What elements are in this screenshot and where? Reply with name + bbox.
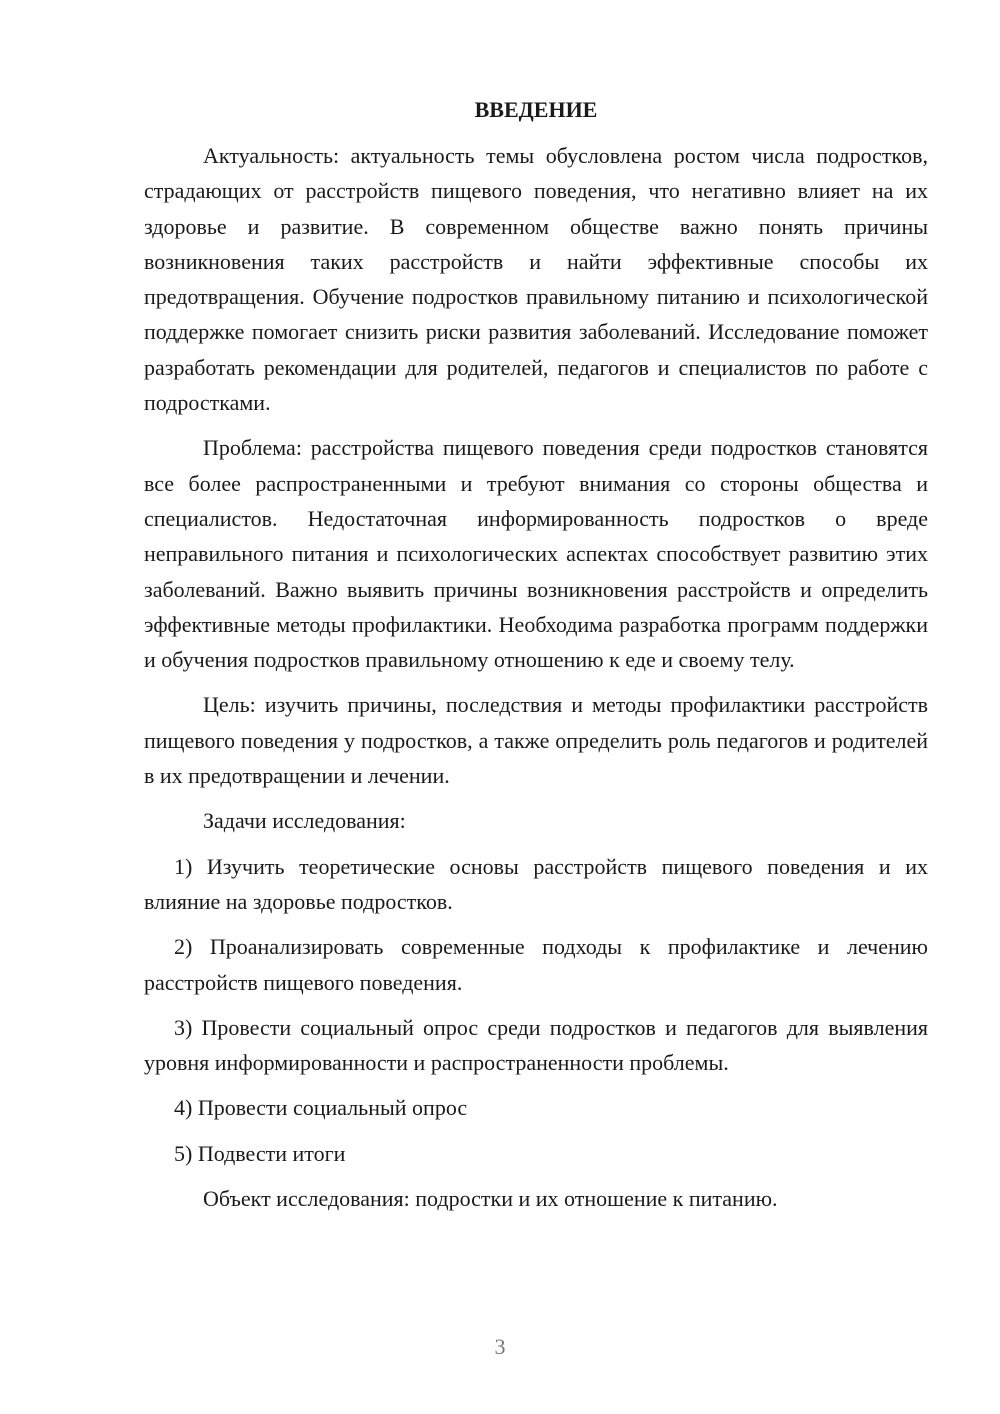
list-item: 3) Провести социальный опрос среди подростков и педагогов для выявления уровня информированности и распространенности проблемы. <box>144 1014 928 1076</box>
relevance-paragraph: Актуальность: актуальность темы обусловлена ростом числа подростков, страдающих от расстройств пищевого поведения, что негативно влияет на их здоровье и развитие. В современном обществе важно понять причины возникновения таких расстройств и найти эффективные способы их предотвращения. Обучение подростков правильному питанию и психологической поддержке помогает снизить риски развития заболеваний. Исследование поможет разработать рекомендации для родителей, педагогов и специалистов по работе с подростками. <box>144 143 928 416</box>
list-item: 1) Изучить теоретические основы расстройств пищевого поведения и их влияние на здоровье подростков. <box>144 853 928 914</box>
object-paragraph: Объект исследования: подростки и их отношение к питанию. <box>203 1186 778 1212</box>
list-item: 2) Проанализировать современные подходы к профилактике и лечению расстройств пищевого поведения. <box>144 934 928 995</box>
tasks-list <box>144 849 928 1171</box>
tasks-heading: Задачи исследования: <box>203 808 406 834</box>
list-item: 4) Провести социальный опрос <box>174 1095 468 1121</box>
list-item: 5) Подвести итоги <box>174 1140 346 1166</box>
page-title: ВВЕДЕНИЕ <box>474 97 598 122</box>
page-number: 3 <box>494 1334 506 1359</box>
problem-paragraph: Проблема: расстройства пищевого поведения среди подростков становятся все более распространенными и требуют внимания со стороны общества и специалистов. Недостаточная информированность подростков о вреде неправильного питания и психологических аспектах способствует развитию этих заболеваний. Важно выявить причины возникновения расстройств и определить эффективные методы профилактики. Необходима разработка программ поддержки и обучения подростков правильному отношению к еде и своему телу. <box>144 435 928 673</box>
goal-paragraph: Цель: изучить причины, последствия и методы профилактики расстройств пищевого поведения у подростков, а также определить роль педагогов и родителей в их предотвращении и лечении. <box>144 692 928 789</box>
page-content <box>144 92 928 1216</box>
